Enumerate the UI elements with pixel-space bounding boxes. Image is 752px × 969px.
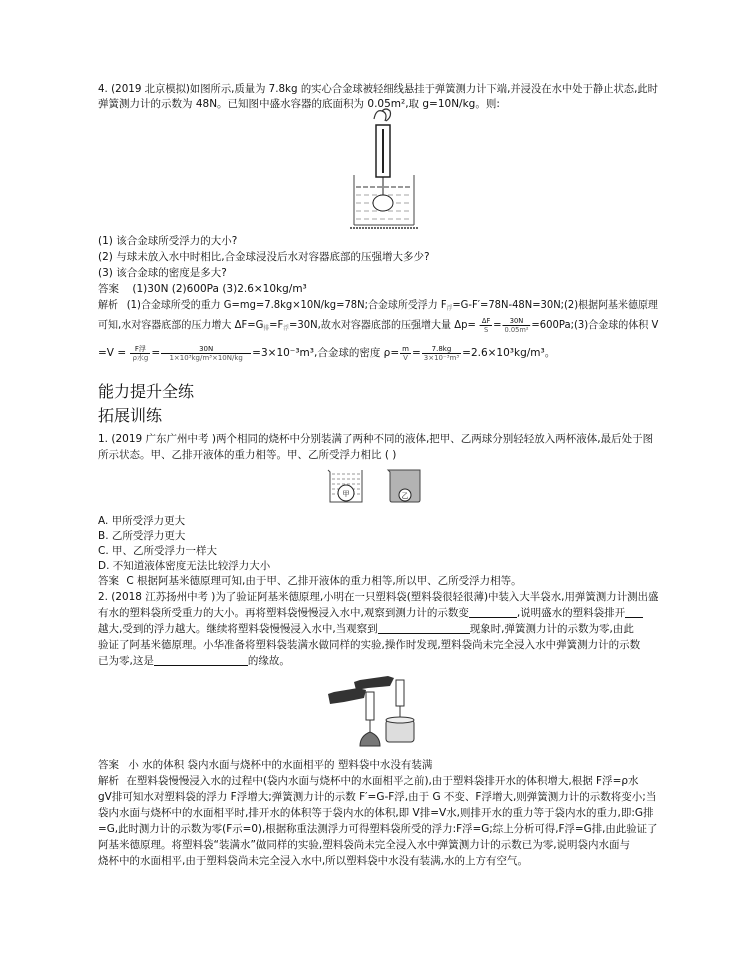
answer-label: 答案 (98, 283, 119, 295)
q2-analysis-line2: gV排可知水对塑料袋的浮力 F浮增大;弹簧测力计的示数 F′=G-F浮,由于 G 不变、F浮增大,则弹簧测力计的示数将变小;当 (98, 791, 657, 803)
analysis-text: =30N,故水对容器底部的压强增大量 Δp= (289, 319, 476, 331)
q4-sub3: (3) 该合金球的密度是多大? (98, 267, 227, 279)
answer-blank-2[interactable] (625, 607, 643, 618)
q4-stem-line2: 弹簧测力计的示数为 48N。已知图中盛水容器的底面积为 0.05m²,取 g=10N/kg。则: (98, 98, 500, 110)
denominator: ρ水g (132, 353, 149, 362)
analysis-label: 解析 (98, 775, 119, 787)
answer-text: (1)30N (2)600Pa (3)2.6×10kg/m³ (132, 283, 307, 295)
subscript: 浮 (283, 325, 290, 332)
q1-answer (98, 574, 522, 588)
question-text: 的缘故。 (247, 655, 290, 667)
answer-text: 小 水的体积 袋内水面与烧杯中的水面相平的 塑料袋中水没有装满 (128, 759, 433, 771)
analysis-text: =G-F′=78N-48N=30N;(2)根据阿基米德原理 (452, 299, 658, 311)
hand-icon (328, 676, 394, 704)
analysis-text: =F (269, 319, 284, 331)
q2-analysis-line6: 烧杯中的水面相平,由于塑料袋尚未完全浸入水中,所以塑料袋中水没有装满,水的上方有空气。 (98, 855, 529, 867)
water-bag-icon (360, 732, 380, 746)
q2-analysis-line4: =G,此时测力计的示数为零(F示=0),根据称重法测浮力可得塑料袋所受的浮力:F浮=G;综上分析可得,F浮=G排,由此验证了 (98, 823, 658, 835)
q2-line5 (98, 654, 290, 668)
beaker-b (388, 470, 420, 502)
q1-option-d: D. 不知道液体密度无法比较浮力大小 (98, 560, 271, 572)
analysis-label: 解析 (98, 299, 118, 311)
section-title-ability: 能力提升全练 (98, 382, 195, 401)
numerator: m (402, 344, 409, 353)
q2-analysis-line5: 阿基米德原理。将塑料袋“装满水”做同样的实验,塑料袋尚未完全浸入水中弹簧测力计的示数已为零,说明袋内水面与 (98, 839, 631, 851)
fraction (422, 345, 461, 362)
q1-option-c: C. 甲、乙所受浮力一样大 (98, 545, 218, 557)
question-text: 现象时,弹簧测力计的示数为零,由此 (469, 623, 634, 635)
subscript: 排 (263, 325, 270, 332)
fraction (480, 317, 492, 334)
analysis-text: =2.6×10³kg/m³。 (462, 347, 556, 359)
q4-sub1: (1) 该合金球所受浮力的大小? (98, 235, 238, 247)
beaker-icon (386, 717, 414, 742)
answer-text: C 根据阿基米德原理可知,由于甲、乙排开液体的重力相等,所以甲、乙所受浮力相等。 (126, 575, 522, 587)
q2-line2 (98, 606, 643, 620)
fraction (161, 345, 251, 362)
hand-icon (374, 109, 391, 121)
denominator: V (403, 353, 408, 362)
q2-line1: 2. (2018 江苏扬州中考 )为了验证阿基米德原理,小明在一只塑料袋(塑料袋很轻很薄)中装入大半袋水,用弹簧测力计测出盛 (98, 591, 659, 603)
analysis-text: =V = (98, 347, 127, 359)
fraction (130, 345, 150, 362)
q4-analysis-line2: 可知,水对容器底部的压力增大 $\Delta F=G_排=F_浮=30N$,故水对容器底部的压强增大量 Δp= $\frac{\Delta F}{S}$ = $\frac{30N}{\text{0.05m²}}$ =600Pa;(3)合金球的体积 V (98, 316, 659, 334)
spring-scale-figure (346, 107, 426, 232)
denominator: 0.05m² (504, 325, 529, 334)
q1-stem-line2: 所示状态。甲、乙排开液体的重力相等。甲、乙所受浮力相比 ( ) (98, 449, 397, 461)
q1-stem-line1: 1. (2019 广东广州中考 )两个相同的烧杯中分别装满了两种不同的液体,把甲、乙两球分别轻轻放入两杯液体,最后处于图 (98, 433, 654, 445)
q2-line3 (98, 622, 634, 636)
numerator: 30N (161, 345, 251, 354)
ball-a-label: 甲 (342, 490, 350, 498)
analysis-text: 在塑料袋慢慢浸入水的过程中(袋内水面与烧杯中的水面相平之前),由于塑料袋排开水的体积增大,根据 F浮=ρ水 (126, 775, 639, 787)
q1-option-b: B. 乙所受浮力更大 (98, 530, 186, 542)
q2-answer (98, 758, 432, 772)
question-text: 已为零,这是 (98, 655, 154, 667)
ball-b-label: 乙 (401, 492, 409, 500)
denominator: 3×10⁻³m³ (423, 353, 460, 362)
question-text: ,说明盛水的塑料袋排开 (516, 607, 626, 619)
plastic-bag-experiment-figure (324, 676, 434, 752)
alloy-ball (373, 195, 393, 211)
analysis-text: 可知,水对容器底部的压力增大 ΔF=G (98, 319, 264, 331)
q4-analysis-line3: =V = $\frac{\text{F浮}}{\text{ρ水g}}$ = $\frac{30N}{\text{1×10³kg/m³×10N/kg}}$ =3×10⁻³m³,合金球的密度 ρ= $\frac{m}{V}$ = $\frac{7.8kg}{\text{3×10⁻³m³}}$ =2.6×10³kg/m³。 (98, 344, 556, 362)
beaker-a (328, 470, 362, 502)
fraction (503, 317, 531, 334)
beaker-icon (350, 175, 418, 228)
subscript: 浮 (446, 305, 453, 312)
denominator: 1×10³kg/m³×10N/kg (169, 353, 243, 362)
answer-blank-3[interactable] (378, 623, 470, 634)
numerator: 7.8kg (422, 345, 461, 354)
answer-label: 答案 (98, 759, 119, 771)
fraction (400, 345, 411, 362)
question-text: 有水的塑料袋所受重力的大小。再将塑料袋慢慢浸入水中,观察到测力计的示数变 (98, 607, 469, 619)
answer-blank-1[interactable] (469, 607, 517, 618)
q4-sub2: (2) 与球未放入水中时相比,合金球浸没后水对容器底部的压强增大多少? (98, 251, 430, 263)
q4-answer (98, 282, 307, 296)
answer-blank-4[interactable] (154, 655, 248, 666)
section-title-extension: 拓展训练 (98, 406, 163, 425)
question-text: 越大,受到的浮力越大。继续将塑料袋慢慢浸入水中,当观察到 (98, 623, 378, 635)
analysis-text: (1)合金球所受的重力 G=mg=7.8kg×10N/kg=78N;合金球所受浮力 F (126, 299, 447, 311)
q2-analysis-line3: 袋内水面与烧杯中的水面相平时,排开水的体积等于袋内水的体积,即 V排=V水,则排开水的重力等于袋内水的重力,即:G排 (98, 807, 654, 819)
answer-label: 答案 (98, 575, 119, 587)
q2-line4: 验证了阿基米德原理。小华准备将塑料袋装满水做同样的实验,操作时发现,塑料袋尚未完全浸入水中弹簧测力计的示数 (98, 639, 641, 651)
analysis-text: =3×10⁻³m³,合金球的密度 ρ= (252, 347, 400, 359)
q4-stem-line1: 4. (2019 北京模拟)如图所示,质量为 7.8kg 的实心合金球被轻细线悬挂于弹簧测力计下端,并浸没在水中处于静止状态,此时 (98, 83, 658, 95)
q4-analysis-line1 (98, 298, 658, 316)
analysis-text: =600Pa;(3)合金球的体积 V (531, 319, 659, 331)
denominator: S (483, 325, 489, 334)
numerator: ΔF (481, 316, 491, 325)
numerator: 30N (503, 317, 531, 326)
numerator: F浮 (130, 345, 150, 354)
q2-analysis-line1 (98, 774, 639, 788)
two-beakers-figure (326, 466, 436, 506)
q1-option-a: A. 甲所受浮力更大 (98, 515, 186, 527)
